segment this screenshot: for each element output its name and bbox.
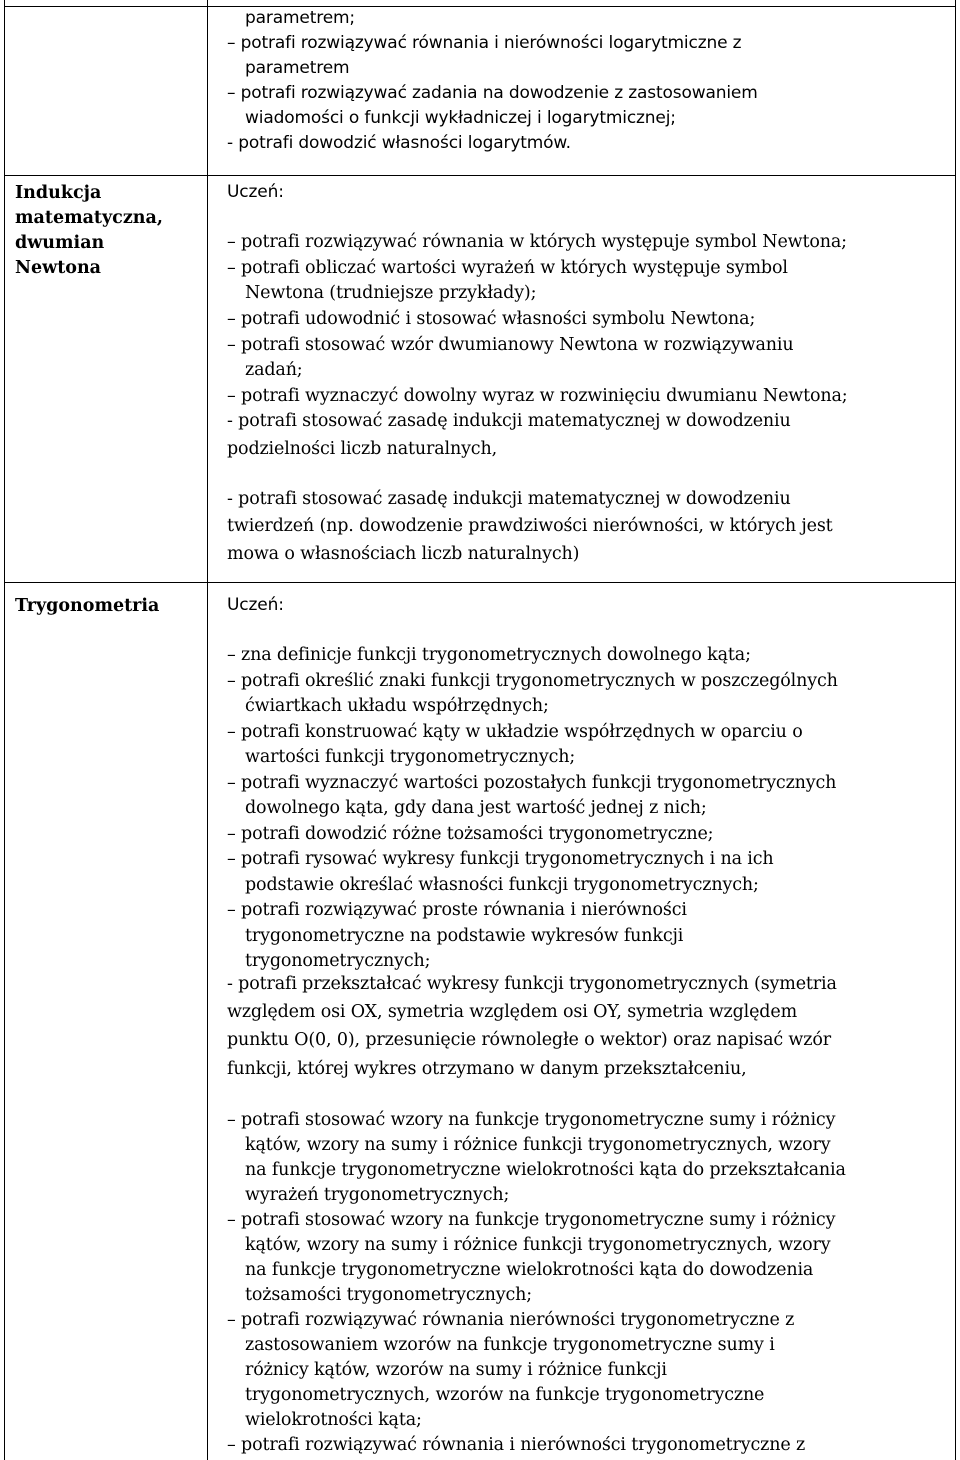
content-line: – potrafi wyznaczyć wartości pozostałych funkcji trygonometrycznych xyxy=(227,773,837,793)
content-line: mowa o własnościach liczb naturalnych) xyxy=(227,544,580,564)
content-line: na funkcje trygonometryczne wielokrotności kąta do dowodzenia xyxy=(245,1260,814,1280)
topic-line: dwumian xyxy=(15,233,105,253)
content-line: – potrafi stosować wzory na funkcje trygonometryczne sumy i różnicy xyxy=(227,1110,836,1130)
content-line: – potrafi rozwiązywać proste równania i nierówności xyxy=(227,900,687,920)
content-line: – zna definicje funkcji trygonometrycznych dowolnego kąta; xyxy=(227,645,751,665)
content-line: podstawie określać własności funkcji trygonometrycznych; xyxy=(245,875,759,895)
content-line: kątów, wzory na sumy i różnice funkcji trygonometrycznych, wzory xyxy=(245,1235,831,1255)
content-line: wielokrotności kąta; xyxy=(245,1410,422,1430)
content-line: – potrafi stosować wzory na funkcje trygonometryczne sumy i różnicy xyxy=(227,1210,836,1230)
content-line: – potrafi obliczać wartości wyrażeń w których występuje symbol xyxy=(227,258,788,278)
content-line: parametrem; xyxy=(245,8,356,28)
row-divider xyxy=(5,6,955,7)
content-line: zastosowaniem wzorów na funkcje trygonometryczne sumy i xyxy=(245,1335,775,1355)
content-line: – potrafi udowodnić i stosować własności symbolu Newtona; xyxy=(227,309,756,329)
row-divider xyxy=(5,582,955,583)
content-line: trygonometryczne na podstawie wykresów funkcji xyxy=(245,926,684,946)
content-line: trygonometrycznych; xyxy=(245,951,431,971)
content-line: twierdzeń (np. dowodzenie prawdziwości nierówności, w których jest xyxy=(227,516,833,536)
content-line: – potrafi wyznaczyć dowolny wyraz w rozwinięciu dwumianu Newtona; xyxy=(227,386,848,406)
content-line: – potrafi rozwiązywać równania i nierówności logarytmiczne z xyxy=(227,33,742,53)
content-line: zadań; xyxy=(245,360,303,380)
content-line: wyrażeń trygonometrycznych; xyxy=(245,1185,510,1205)
topic-line: Newtona xyxy=(15,258,102,278)
curriculum-table xyxy=(4,0,956,1460)
content-line: wiadomości o funkcji wykładniczej i logarytmicznej; xyxy=(245,108,676,128)
content-line: funkcji, której wykres otrzymano w danym przekształceniu, xyxy=(227,1059,747,1079)
content-line: – potrafi rozwiązywać równania i nierówności trygonometryczne z xyxy=(227,1435,806,1455)
content-line: – potrafi rozwiązywać równania w których występuje symbol Newtona; xyxy=(227,232,847,252)
content-line: – potrafi rozwiązywać zadania na dowodzenie z zastosowaniem xyxy=(227,83,758,103)
content-line: różnicy kątów, wzorów na sumy i różnice funkcji xyxy=(245,1360,667,1380)
content-line: Newtona (trudniejsze przykłady); xyxy=(245,283,537,303)
content-line: na funkcje trygonometryczne wielokrotności kąta do przekształcania xyxy=(245,1160,846,1180)
content-line: punktu O(0, 0), przesunięcie równoległe o wektor) oraz napisać wzór xyxy=(227,1030,831,1050)
content-line: – potrafi dowodzić różne tożsamości trygonometryczne; xyxy=(227,824,714,844)
content-line: – potrafi konstruować kąty w układzie współrzędnych w oparciu o xyxy=(227,722,803,742)
student-label: Uczeń: xyxy=(227,182,284,202)
topic-line: Indukcja xyxy=(15,183,102,203)
content-line: kątów, wzory na sumy i różnice funkcji trygonometrycznych, wzory xyxy=(245,1135,831,1155)
content-line: – potrafi rysować wykresy funkcji trygonometrycznych i na ich xyxy=(227,849,774,869)
content-line: - potrafi stosować zasadę indukcji matematycznej w dowodzeniu xyxy=(227,411,791,431)
content-line: – potrafi określić znaki funkcji trygonometrycznych w poszczególnych xyxy=(227,671,838,691)
content-line: parametrem xyxy=(245,58,350,78)
content-line: ćwiartkach układu współrzędnych; xyxy=(245,696,549,716)
content-line: względem osi OX, symetria względem osi OY, symetria względem xyxy=(227,1002,798,1022)
topic-line: matematyczna, xyxy=(15,208,163,228)
topic-line: Trygonometria xyxy=(15,596,160,616)
content-line: – potrafi rozwiązywać równania nierówności trygonometryczne z xyxy=(227,1310,795,1330)
content-line: dowolnego kąta, gdy dana jest wartość jednej z nich; xyxy=(245,798,707,818)
student-label: Uczeń: xyxy=(227,595,284,615)
topic-induction-newton xyxy=(15,181,195,281)
content-line: podzielności liczb naturalnych, xyxy=(227,439,497,459)
topic-trigonometry xyxy=(15,594,195,619)
content-line: trygonometrycznych, wzorów na funkcje trygonometryczne xyxy=(245,1385,765,1405)
column-divider xyxy=(207,0,208,1460)
content-line: tożsamości trygonometrycznych; xyxy=(245,1285,532,1305)
content-line: wartości funkcji trygonometrycznych; xyxy=(245,747,576,767)
content-line: – potrafi stosować wzór dwumianowy Newtona w rozwiązywaniu xyxy=(227,335,794,355)
content-line: - potrafi przekształcać wykresy funkcji trygonometrycznych (symetria xyxy=(227,974,837,994)
content-line: - potrafi stosować zasadę indukcji matematycznej w dowodzeniu xyxy=(227,489,791,509)
content-line: - potrafi dowodzić własności logarytmów. xyxy=(227,133,571,153)
row-divider xyxy=(5,175,955,176)
